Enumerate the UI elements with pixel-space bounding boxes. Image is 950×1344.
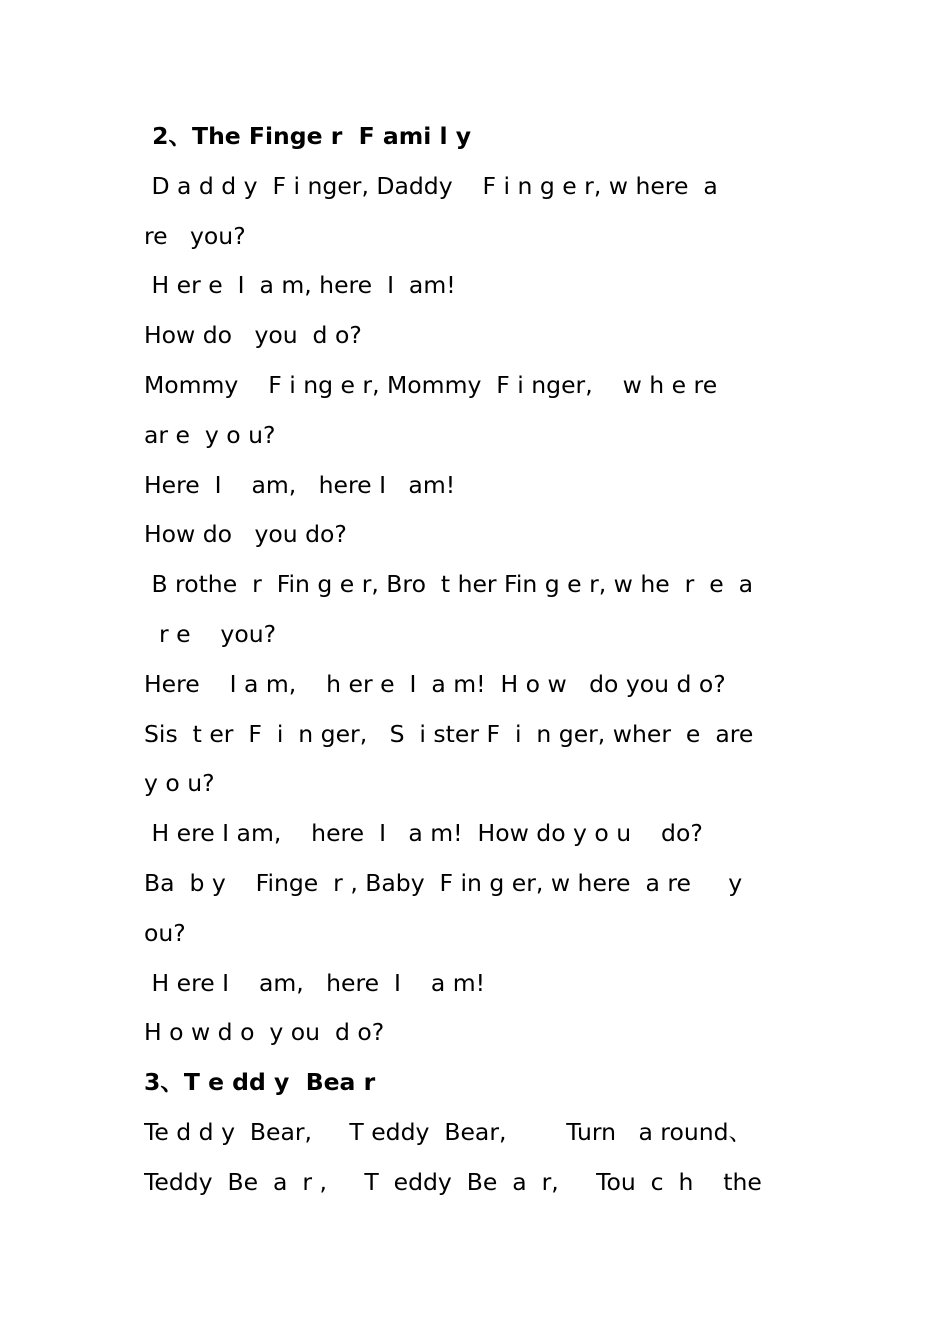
section-heading: 3、T e dd y Bea r (144, 1068, 376, 1097)
text-line: H ere I am, here I a m! (144, 968, 486, 997)
text-line: How do you do? (144, 520, 347, 549)
text-line: D a d d y F i nger, Daddy F i n g e r, w here a (144, 171, 718, 200)
text-line: y o u? (144, 769, 215, 798)
section-heading: 2、The Finge r F ami l y (144, 122, 472, 150)
text-line: How do you d o? (144, 321, 362, 350)
document-body (144, 112, 814, 1208)
text-line: H ere I am, here I a m! How do y o u do? (144, 819, 703, 848)
text-line: r e you? (144, 619, 277, 648)
text-line: Teddy Be a r , T eddy Be a r, Tou c h the (144, 1167, 762, 1196)
text-line: ar e y o u? (144, 420, 276, 449)
text-line: re you? (144, 221, 246, 250)
text-line: ou? (144, 918, 186, 947)
text-line: Te d d y Bear, T eddy Bear, Turn a round、 (144, 1117, 753, 1146)
text-line: Mommy F i ng e r, Mommy F i nger, w h e re (144, 370, 718, 399)
text-line: Here I a m, h er e I a m! H o w do you d o? (144, 669, 726, 698)
text-line: H er e I a m, here I am! (144, 271, 456, 300)
text-line: H o w d o y ou d o? (144, 1018, 385, 1047)
text-line: Here I am, here I am! (144, 470, 456, 499)
text-line: B rothe r Fin g e r, Bro t her Fin g e r, w he r e a (144, 570, 754, 599)
text-line: Sis t er F i n ger, S i ster F i n ger, wher e are (144, 719, 754, 748)
text-line: Ba b y Finge r , Baby F in g er, w here a re y (144, 868, 743, 897)
